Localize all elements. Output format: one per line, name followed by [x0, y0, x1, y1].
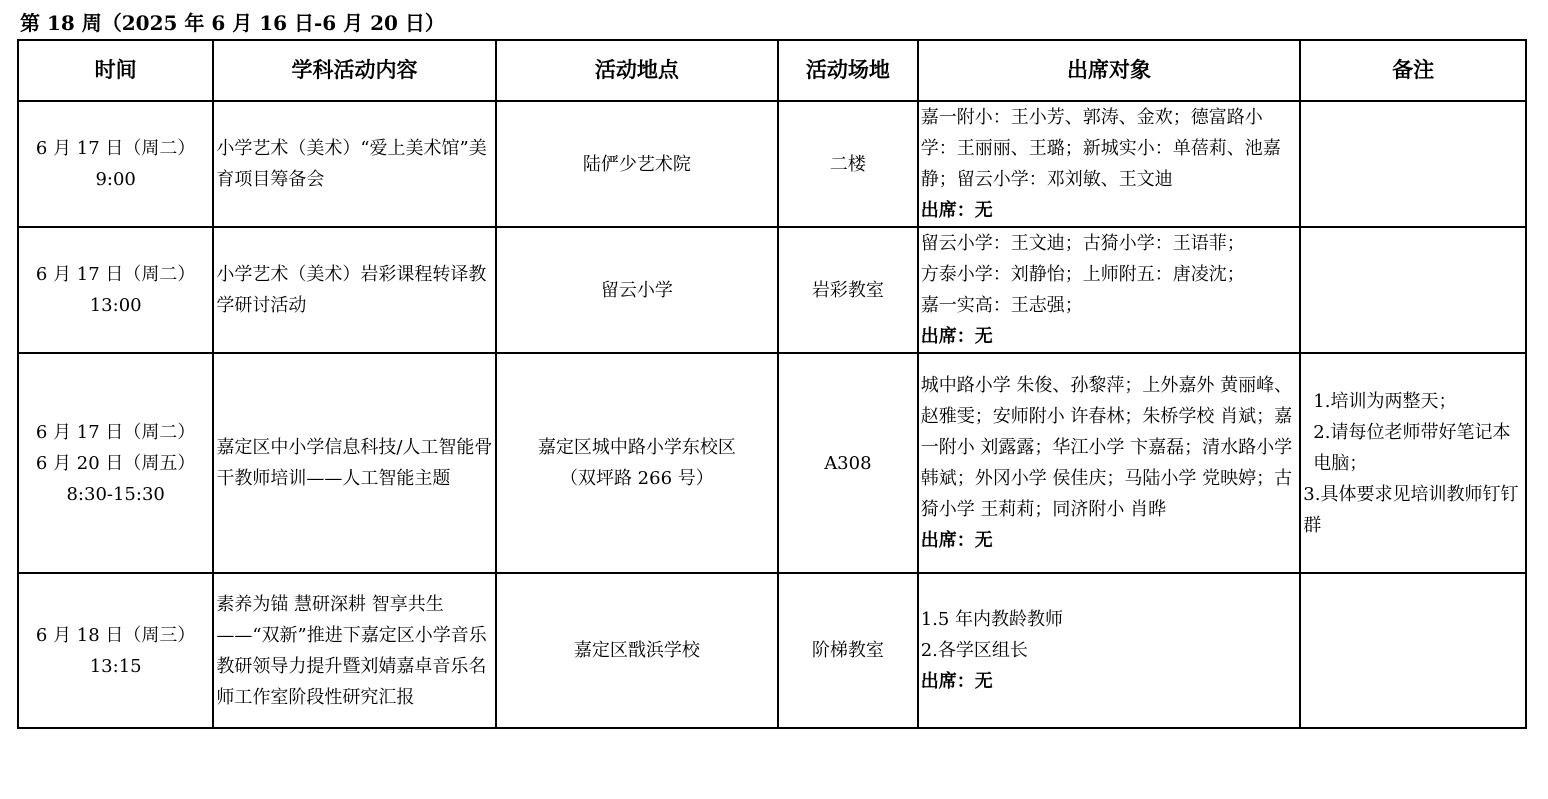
- attendees-line: 1.5 年内教龄教师: [920, 609, 1064, 630]
- time-cell: [18, 573, 213, 728]
- attendance-line: 出席：无: [920, 671, 993, 692]
- time-hour: 13:15: [89, 655, 142, 677]
- content-cell: 素养为锚 慧研深耕 智享共生——“双新”推进下嘉定区小学音乐教研领导力提升暨刘婧嘉卓音乐名师工作室阶段性研究汇报: [213, 573, 495, 728]
- attendees-line: 方泰小学：刘静怡；上师附五：唐凌沈；: [920, 264, 1245, 285]
- place-line: 嘉定区城中路小学东校区: [537, 437, 736, 458]
- table-row: [18, 227, 1526, 353]
- content-cell: 小学艺术（美术）“爱上美术馆”美育项目筹备会: [213, 101, 495, 227]
- header-venue: 活动场地: [778, 40, 918, 101]
- time-date: 6 月 17 日（周二）: [35, 421, 196, 443]
- place-cell: [496, 353, 778, 573]
- notes-cell: [1300, 353, 1526, 573]
- time-date: 6 月 17 日（周二）: [35, 138, 196, 159]
- note-line: 2.请每位老师带好笔记本电脑；: [1313, 421, 1511, 474]
- place-cell: [496, 101, 778, 227]
- table-row: [18, 353, 1526, 573]
- attendees-line: 城中路小学 朱俊、孙黎萍；上外嘉外 黄丽峰、赵雅雯；安师附小 许春林；朱桥学校 肖斌；嘉一附小 刘露露；华江小学 卞嘉磊；清水路小学 韩斌；外冈小学 侯佳庆；马陆小学 党映婷；古猗小学 王莉莉；同济附小 肖晔: [920, 375, 1293, 520]
- header-row: [18, 40, 1526, 101]
- venue-cell: 阶梯教室: [778, 573, 918, 728]
- note-line: 1.培训为两整天；: [1313, 390, 1457, 412]
- venue-cell: 二楼: [778, 101, 918, 227]
- place-line: 嘉定区戬浜学校: [573, 640, 700, 661]
- note-line: 3.具体要求见培训教师钉钉群: [1303, 483, 1519, 536]
- time-cell: [18, 353, 213, 573]
- attendees-line: 嘉一实高：王志强；: [920, 295, 1083, 316]
- time-cell: [18, 227, 213, 353]
- table-row: [18, 101, 1526, 227]
- time-hour: 9:00: [95, 169, 136, 190]
- content-cell: 小学艺术（美术）岩彩课程转译教学研讨活动: [213, 227, 495, 353]
- attendance-line: 出席：无: [920, 326, 993, 347]
- attendance-line: 出席：无: [920, 530, 993, 551]
- schedule-table: [17, 39, 1527, 729]
- header-attendees: 出席对象: [918, 40, 1301, 101]
- attendees-cell: [918, 101, 1301, 227]
- place-cell: [496, 227, 778, 353]
- attendees-line: 2.各学区组长: [920, 640, 1028, 661]
- attendees-cell: [918, 573, 1301, 728]
- time-date: 6 月 17 日（周二）: [35, 264, 196, 285]
- header-place: 活动地点: [496, 40, 778, 101]
- time-date: 6 月 18 日（周三）: [35, 624, 196, 646]
- content-cell: 嘉定区中小学信息科技/人工智能骨干教师培训——人工智能主题: [213, 353, 495, 573]
- week-title: 第 18 周（2025 年 6 月 16 日-6 月 20 日）: [20, 11, 445, 35]
- place-line: 留云小学: [600, 279, 673, 301]
- attendees-cell: [918, 227, 1301, 353]
- attendance-line: 出席：无: [920, 200, 993, 221]
- attendees-line: 留云小学：王文迪；古猗小学：王语菲；: [920, 233, 1245, 254]
- notes-cell: [1300, 227, 1526, 353]
- place-line: 陆俨少艺术院: [582, 153, 691, 175]
- notes-cell: [1300, 573, 1526, 728]
- attendees-line: 嘉一附小：王小芳、郭涛、金欢；德富路小学：王丽丽、王璐；新城实小：单蓓莉、池嘉静；留云小学：邓刘敏、王文迪: [920, 107, 1281, 190]
- time-hour: 13:00: [89, 295, 142, 316]
- time-hour: 8:30-15:30: [66, 483, 165, 505]
- place-line: （双坪路 266 号）: [559, 468, 714, 489]
- venue-cell: A308: [778, 353, 918, 573]
- table-row: [18, 573, 1526, 728]
- header-notes: 备注: [1300, 40, 1526, 101]
- place-cell: [496, 573, 778, 728]
- notes-cell: [1300, 101, 1526, 227]
- time-date: 6 月 20 日（周五）: [35, 452, 196, 474]
- venue-cell: 岩彩教室: [778, 227, 918, 353]
- time-cell: [18, 101, 213, 227]
- header-time: 时间: [18, 40, 213, 101]
- header-content: 学科活动内容: [213, 40, 495, 101]
- attendees-cell: [918, 353, 1301, 573]
